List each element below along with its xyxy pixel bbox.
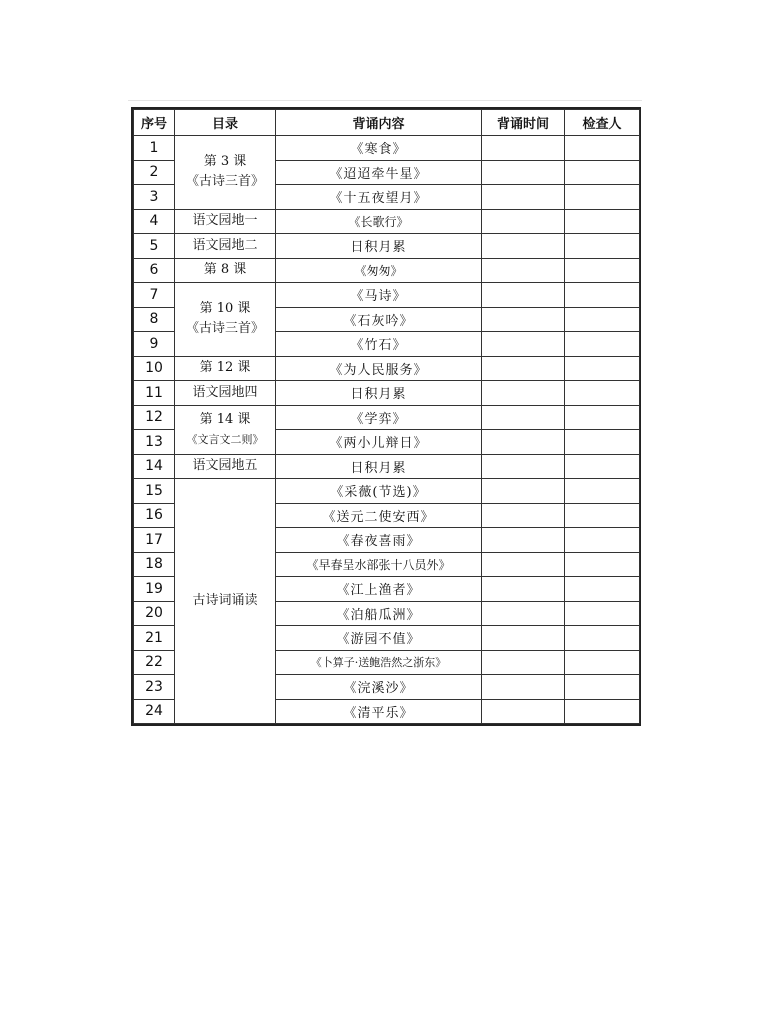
header-no: 序号	[134, 110, 175, 136]
checker-cell[interactable]	[565, 528, 640, 553]
header-time: 背诵时间	[482, 110, 565, 136]
content-cell: 《十五夜望月》	[276, 185, 482, 210]
content-cell: 《寒食》	[276, 136, 482, 161]
row-number: 11	[134, 381, 175, 406]
time-cell[interactable]	[482, 503, 565, 528]
category-subline: 《文言文二则》	[186, 432, 264, 446]
checker-cell[interactable]	[565, 160, 640, 185]
content-cell: 《石灰吟》	[276, 307, 482, 332]
time-cell[interactable]	[482, 454, 565, 479]
checker-cell[interactable]	[565, 454, 640, 479]
content-cell: 《马诗》	[276, 283, 482, 308]
checker-cell[interactable]	[565, 185, 640, 210]
time-cell[interactable]	[482, 209, 565, 234]
row-number: 23	[134, 675, 175, 700]
category-cell	[175, 405, 276, 454]
time-cell[interactable]	[482, 430, 565, 455]
row-number: 4	[134, 209, 175, 234]
content-cell: 《浣溪沙》	[276, 675, 482, 700]
row-number: 13	[134, 430, 175, 455]
time-cell[interactable]	[482, 356, 565, 381]
checker-cell[interactable]	[565, 626, 640, 651]
time-cell[interactable]	[482, 528, 565, 553]
row-number: 3	[134, 185, 175, 210]
category-line: 第 10 课	[199, 301, 251, 317]
category-cell: 第 8 课	[175, 258, 276, 283]
recitation-table-frame	[131, 107, 641, 726]
checker-cell[interactable]	[565, 577, 640, 602]
time-cell[interactable]	[482, 552, 565, 577]
time-cell[interactable]	[482, 479, 565, 504]
checker-cell[interactable]	[565, 283, 640, 308]
row-number: 16	[134, 503, 175, 528]
row-number: 18	[134, 552, 175, 577]
time-cell[interactable]	[482, 381, 565, 406]
row-number: 2	[134, 160, 175, 185]
checker-cell[interactable]	[565, 650, 640, 675]
time-cell[interactable]	[482, 234, 565, 259]
checker-cell[interactable]	[565, 405, 640, 430]
table-row	[134, 356, 640, 381]
row-number: 14	[134, 454, 175, 479]
time-cell[interactable]	[482, 160, 565, 185]
row-number: 19	[134, 577, 175, 602]
category-cell	[175, 283, 276, 357]
content-cell: 《为人民服务》	[276, 356, 482, 381]
checker-cell[interactable]	[565, 479, 640, 504]
content-cell: 《清平乐》	[276, 699, 482, 724]
category-subline: 《古诗三首》	[185, 321, 264, 337]
table-row	[134, 209, 640, 234]
content-cell: 《游园不值》	[276, 626, 482, 651]
header-row	[134, 110, 640, 136]
row-number: 8	[134, 307, 175, 332]
time-cell[interactable]	[482, 185, 565, 210]
category-cell: 语文园地二	[175, 234, 276, 259]
time-cell[interactable]	[482, 307, 565, 332]
category-cell: 古诗词诵读	[175, 479, 276, 724]
checker-cell[interactable]	[565, 234, 640, 259]
table-row	[134, 234, 640, 259]
content-cell: 《泊船瓜洲》	[276, 601, 482, 626]
table-row	[134, 454, 640, 479]
content-cell: 《两小儿辩日》	[276, 430, 482, 455]
time-cell[interactable]	[482, 675, 565, 700]
top-divider	[128, 100, 642, 101]
row-number: 20	[134, 601, 175, 626]
time-cell[interactable]	[482, 699, 565, 724]
table-row	[134, 381, 640, 406]
row-number: 7	[134, 283, 175, 308]
row-number: 21	[134, 626, 175, 651]
time-cell[interactable]	[482, 332, 565, 357]
row-number: 5	[134, 234, 175, 259]
category-line: 第 3 课	[203, 154, 247, 170]
content-cell: 《学弈》	[276, 405, 482, 430]
category-cell: 语文园地一	[175, 209, 276, 234]
content-cell: 《采薇(节选)》	[276, 479, 482, 504]
table-row	[134, 136, 640, 161]
time-cell[interactable]	[482, 650, 565, 675]
table-row	[134, 405, 640, 430]
content-cell: 日积月累	[276, 234, 482, 259]
content-cell: 《迢迢牵牛星》	[276, 160, 482, 185]
checker-cell[interactable]	[565, 209, 640, 234]
checker-cell[interactable]	[565, 430, 640, 455]
content-cell: 《竹石》	[276, 332, 482, 357]
category-cell	[175, 136, 276, 210]
checker-cell[interactable]	[565, 552, 640, 577]
row-number: 10	[134, 356, 175, 381]
checker-cell[interactable]	[565, 332, 640, 357]
checker-cell[interactable]	[565, 503, 640, 528]
row-number: 22	[134, 650, 175, 675]
content-cell: 《江上渔者》	[276, 577, 482, 602]
content-cell: 《早春呈水部张十八员外》	[276, 552, 482, 577]
checker-cell[interactable]	[565, 258, 640, 283]
content-cell: 《匆匆》	[276, 258, 482, 283]
row-number: 24	[134, 699, 175, 724]
table-row	[134, 479, 640, 504]
content-cell: 《春夜喜雨》	[276, 528, 482, 553]
checker-cell[interactable]	[565, 136, 640, 161]
checker-cell[interactable]	[565, 675, 640, 700]
category-cell: 语文园地四	[175, 381, 276, 406]
time-cell[interactable]	[482, 626, 565, 651]
checker-cell[interactable]	[565, 601, 640, 626]
time-cell[interactable]	[482, 601, 565, 626]
content-cell: 《送元二使安西》	[276, 503, 482, 528]
time-cell[interactable]	[482, 258, 565, 283]
time-cell[interactable]	[482, 136, 565, 161]
header-checker: 检查人	[565, 110, 640, 136]
row-number: 1	[134, 136, 175, 161]
row-number: 12	[134, 405, 175, 430]
category-cell: 第 12 课	[175, 356, 276, 381]
header-category: 目录	[175, 110, 276, 136]
content-cell: 日积月累	[276, 454, 482, 479]
category-line: 第 14 课	[199, 411, 251, 427]
table-row	[134, 283, 640, 308]
recitation-table	[133, 109, 640, 724]
content-cell: 日积月累	[276, 381, 482, 406]
row-number: 17	[134, 528, 175, 553]
time-cell[interactable]	[482, 405, 565, 430]
time-cell[interactable]	[482, 577, 565, 602]
checker-cell[interactable]	[565, 699, 640, 724]
row-number: 9	[134, 332, 175, 357]
row-number: 15	[134, 479, 175, 504]
content-cell: 《卜算子·送鲍浩然之浙东》	[276, 650, 482, 675]
category-cell: 语文园地五	[175, 454, 276, 479]
time-cell[interactable]	[482, 283, 565, 308]
checker-cell[interactable]	[565, 381, 640, 406]
content-cell: 《长歌行》	[276, 209, 482, 234]
table-row	[134, 258, 640, 283]
checker-cell[interactable]	[565, 307, 640, 332]
checker-cell[interactable]	[565, 356, 640, 381]
header-content: 背诵内容	[276, 110, 482, 136]
row-number: 6	[134, 258, 175, 283]
category-subline: 《古诗三首》	[185, 174, 264, 190]
